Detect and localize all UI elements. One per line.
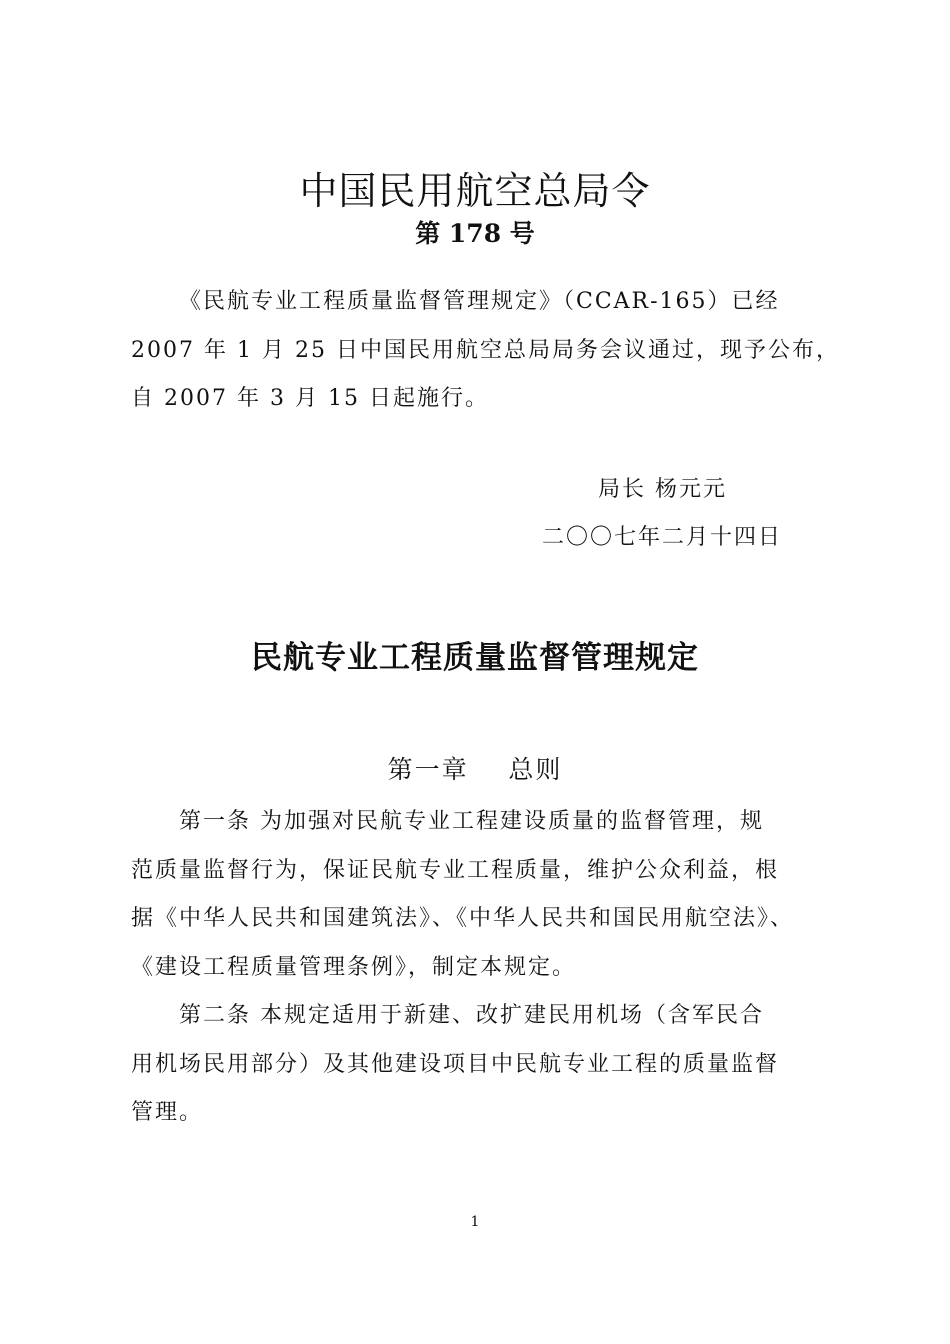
- announcement-paragraph: [131, 278, 840, 424]
- article-line: 据《中华人民共和国建筑法》、《中华人民共和国民用航空法》、: [131, 906, 795, 931]
- page-number: 1: [470, 1214, 480, 1230]
- article-line: 管理。: [131, 1100, 204, 1125]
- article-line: 《建设工程质量管理条例》，制定本规定。: [131, 954, 577, 980]
- article-line: 本规定适用于新建、改扩建民用机场（含军民合: [260, 1003, 765, 1028]
- article-first-line: [131, 992, 801, 1041]
- article-label: 第一条: [179, 809, 252, 834]
- article-line: 范质量监督行为，保证民航专业工程质量，维护公众利益，根: [131, 857, 780, 883]
- article-line: 为加强对民航专业工程建设质量的监督管理，规: [260, 809, 765, 834]
- sign-date: 二〇〇七年二月十四日: [542, 525, 783, 550]
- announcement-line: 自 2007 年 3 月 15 日起施行。: [131, 386, 489, 411]
- regulation-title: 民航专业工程质量监督管理规定: [251, 640, 699, 676]
- announcement-line: 《民航专业工程质量监督管理规定》（CCAR-165）已经: [179, 289, 780, 314]
- chapter-title: 第一章 总则: [387, 755, 563, 784]
- order-number: 第 178 号: [415, 219, 535, 248]
- article-label: 第二条: [179, 1003, 252, 1028]
- article-2: [131, 992, 801, 1138]
- article-1: [131, 798, 801, 992]
- article-first-line: [131, 798, 801, 847]
- signer: 局长 杨元元: [598, 477, 727, 502]
- order-title: 中国民用航空总局令: [299, 169, 651, 213]
- article-line: 用机场民用部分）及其他建设项目中民航专业工程的质量监督: [131, 1051, 780, 1077]
- announcement-line: 2007 年 1 月 25 日中国民用航空总局局务会议通过，现予公布，: [131, 337, 840, 363]
